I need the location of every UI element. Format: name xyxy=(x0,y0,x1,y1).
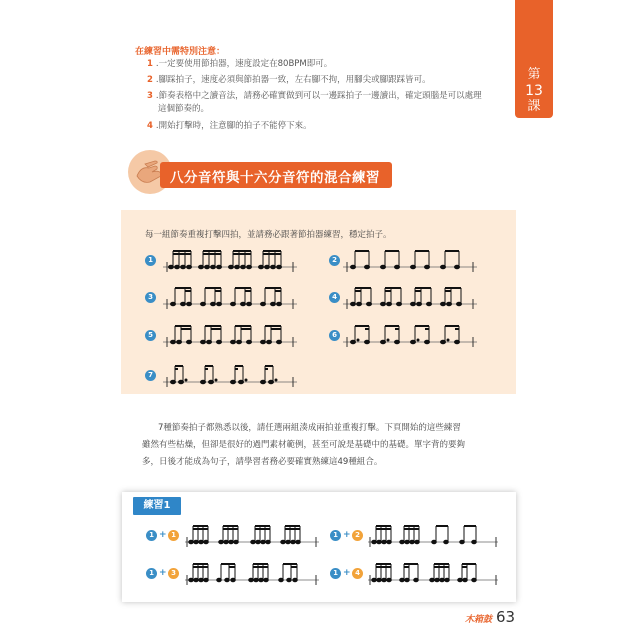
combo-3-a: 1 xyxy=(146,568,157,579)
combo-3-b: 3 xyxy=(168,568,179,579)
paragraph-line-3: 多，日後才能成為句子，請學習者務必要確實熟練這49種組合。 xyxy=(142,457,383,467)
combo-notation-4 xyxy=(368,558,502,588)
rhythm-notation-2 xyxy=(343,245,477,275)
combo-notation-1 xyxy=(185,520,319,550)
rhythm-number-4: 4 xyxy=(329,292,340,303)
note-item-3-cont: 這個節奏的。 xyxy=(158,104,210,114)
rhythm-notation-6 xyxy=(343,320,477,350)
chapter-tab-number: 13 xyxy=(525,83,543,99)
note-num: 3 xyxy=(147,91,153,101)
rhythm-number-6: 6 xyxy=(329,330,340,341)
note-item-2: 2 .腳踩拍子，速度必須與節拍器一致，左右腳不拘，用腳尖或腳跟踩皆可。 xyxy=(147,75,431,85)
note-text: 開始打擊時，注意腳的拍子不能停下來。 xyxy=(158,121,312,131)
rhythm-number-2: 2 xyxy=(329,255,340,266)
rhythm-number-7: 7 xyxy=(145,370,156,381)
page-number: 63 xyxy=(496,608,516,626)
note-text: 腳踩拍子，速度必須與節拍器一致，左右腳不拘，用腳尖或腳跟踩皆可。 xyxy=(158,75,431,85)
rhythm-notation-7 xyxy=(163,360,297,390)
combo-notation-3 xyxy=(185,558,319,588)
note-num: 1 xyxy=(147,59,153,69)
combo-1-b: 1 xyxy=(168,530,179,541)
combo-1-a: 1 xyxy=(146,530,157,541)
rhythm-notation-5 xyxy=(163,320,297,350)
note-num: 4 xyxy=(147,121,153,131)
note-item-1: 1 .一定要使用節拍器，速度設定在80BPM即可。 xyxy=(147,59,333,69)
rhythm-number-3: 3 xyxy=(145,292,156,303)
note-item-3: 3 .節奏表格中之讀音法，請務必確實做到可以一邊踩拍子一邊讀出，確定頭腦是可以處理 xyxy=(147,91,482,101)
combo-1-plus: + xyxy=(159,530,167,540)
chapter-tab-line1: 第 xyxy=(527,67,541,82)
note-item-4: 4 .開始打擊時，注意腳的拍子不能停下來。 xyxy=(147,121,312,131)
note-num: 2 xyxy=(147,75,153,85)
note-text: 節奏表格中之讀音法，請務必確實做到可以一邊踩拍子一邊讀出，確定頭腦是可以處理 xyxy=(158,91,482,101)
paragraph-line-1: 7種節奏拍子都熟悉以後，請任選兩組湊成兩拍並重複打擊。下頁開始的這些練習 xyxy=(158,423,461,433)
note-text: 一定要使用節拍器，速度設定在80BPM即可。 xyxy=(158,59,333,69)
combo-2-plus: + xyxy=(343,530,351,540)
combo-2-b: 2 xyxy=(352,530,363,541)
rhythm-box-intro: 每一組節奏重複打擊四拍，並請務必跟著節拍器練習，穩定拍子。 xyxy=(145,230,392,240)
combo-4-a: 1 xyxy=(330,568,341,579)
rhythm-notation-1 xyxy=(163,245,297,275)
rhythm-number-5: 5 xyxy=(145,330,156,341)
chapter-tab-line3: 課 xyxy=(527,99,541,114)
notes-title: 在練習中需特別注意： xyxy=(135,47,226,57)
practice-label: 練習1 xyxy=(133,497,181,515)
combo-4-b: 4 xyxy=(352,568,363,579)
combo-notation-2 xyxy=(368,520,502,550)
rhythm-number-1: 1 xyxy=(145,255,156,266)
combo-2-a: 1 xyxy=(330,530,341,541)
rhythm-notation-3 xyxy=(163,282,297,312)
chapter-tab xyxy=(515,0,553,118)
combo-4-plus: + xyxy=(343,568,351,578)
rhythm-notation-4 xyxy=(343,282,477,312)
footer-logo: 木箱鼓 xyxy=(465,615,493,625)
section-heading: 八分音符與十六分音符的混合練習 xyxy=(170,170,380,186)
combo-3-plus: + xyxy=(159,568,167,578)
paragraph-line-2: 雖然有些枯燥，但卻是很好的過門素材範例，甚至可說是基礎中的基礎。單字背的要夠 xyxy=(142,440,466,450)
